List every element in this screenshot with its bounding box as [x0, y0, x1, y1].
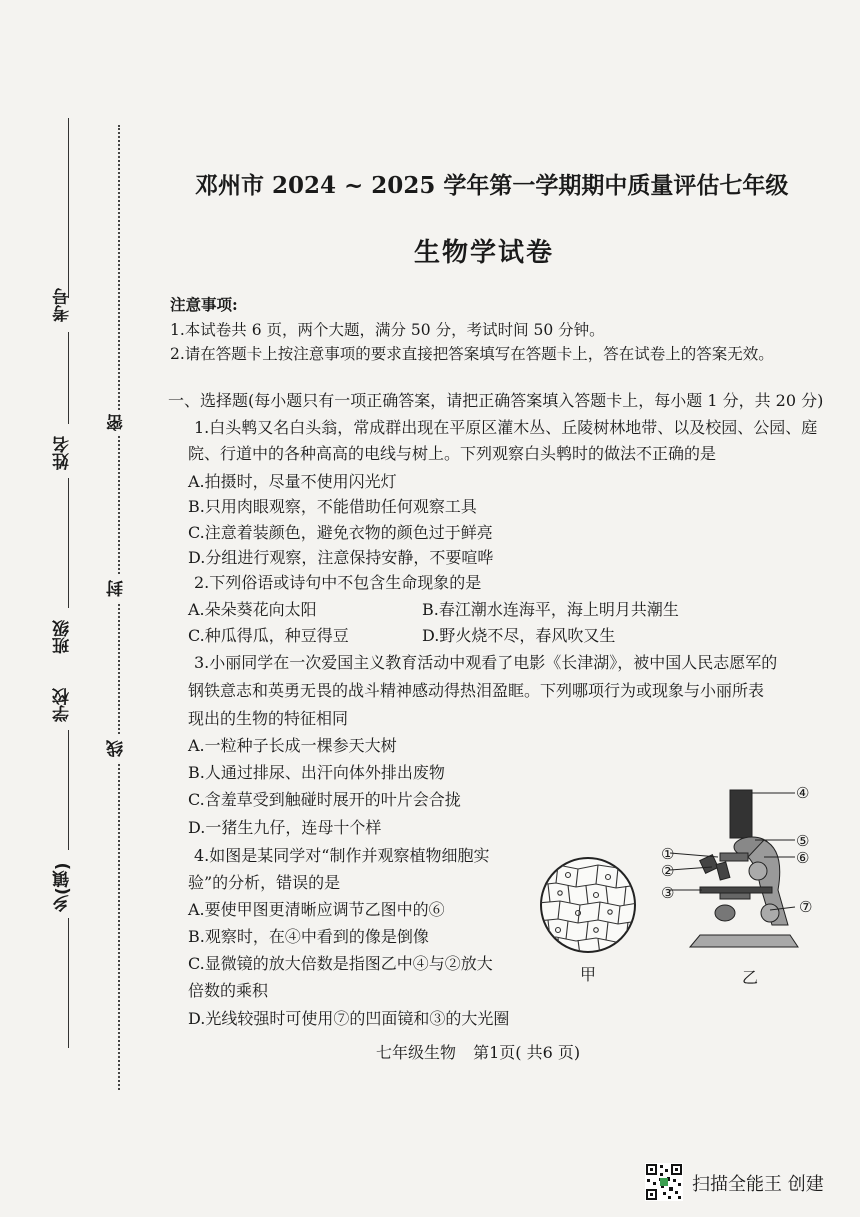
- seal-feng: 封: [104, 576, 130, 602]
- question-option: A.一粒种子长成一棵参天大树: [188, 736, 397, 755]
- seal-mi: 密: [104, 410, 130, 436]
- question-option: D.野火烧不尽，春风吹又生: [422, 626, 616, 645]
- marker-label: ④: [796, 784, 810, 802]
- question-stem: 4.如图是某同学对“制作并观察植物细胞实: [194, 846, 490, 865]
- name-label: 姓名: [53, 436, 73, 470]
- question-stem: 钢铁意志和英勇无畏的战斗精神感动得热泪盈眶。下列哪项行为或现象与小丽所表: [188, 681, 765, 700]
- question-option: 倍数的乘积: [188, 981, 269, 1000]
- binding-line: [68, 918, 69, 1048]
- question-option: D.分组进行观察，注意保持安静，不要喧哗: [188, 548, 494, 567]
- section-heading: 一、选择题(每小题只有一项正确答案，请把正确答案填入答题卡上，每小题 1 分，共 20 分): [168, 391, 824, 410]
- binding-line: [68, 118, 69, 298]
- question-option: B.观察时，在④中看到的像是倒像: [188, 927, 429, 946]
- question-stem: 1.白头鹎又名白头翁，常成群出现在平原区灌木丛、丘陵树林地带、以及校园、公园、庭: [194, 418, 818, 437]
- binding-line: [68, 730, 69, 850]
- question-stem: 现出的生物的特征相同: [188, 709, 349, 728]
- seal-dotted-line: [118, 125, 120, 1090]
- note-item: 1.本试卷共 6 页，两个大题，满分 50 分，考试时间 50 分钟。: [170, 321, 605, 339]
- note-item: 2.请在答题卡上按注意事项的要求直接把答案填写在答题卡上，答在试卷上的答案无效。: [170, 345, 774, 363]
- school-class-label: 学校 班级: [53, 620, 73, 722]
- binding-line: [68, 332, 69, 424]
- question-option: B.春江潮水连海平，海上明月共潮生: [422, 600, 679, 619]
- marker-label: ⑤: [796, 832, 810, 850]
- question-option: D.一猪生九仔，连母十个样: [188, 818, 382, 837]
- question-option: B.人通过排尿、出汗向体外排出废物: [188, 763, 445, 782]
- notes-heading: 注意事项:: [170, 295, 238, 314]
- footer-page: 第1页( 共6 页): [473, 1043, 581, 1062]
- figure-jia-label: 甲: [580, 965, 597, 984]
- township-label: 乡(镇): [53, 862, 73, 912]
- question-option: C.显微镜的放大倍数是指图乙中④与②放大: [188, 954, 493, 973]
- figure-yi-label: 乙: [742, 968, 759, 987]
- question-option: C.含羞草受到触碰时展开的叶片会合拢: [188, 790, 461, 809]
- figure-yi-microscope: [660, 785, 820, 950]
- question-option: C.种瓜得瓜，种豆得豆: [188, 626, 349, 645]
- question-option: C.注意着装颜色，避免衣物的颜色过于鲜亮: [188, 523, 493, 542]
- exam-subtitle: 生物学试卷: [414, 238, 555, 268]
- question-option: A.拍摄时，尽量不使用闪光灯: [188, 472, 397, 491]
- marker-label: ③: [661, 884, 675, 902]
- exam-title: 邓州市 2024 ~ 2025 学年第一学期期中质量评估七年级: [195, 172, 789, 199]
- question-stem: 院、行道中的各种高高的电线与树上。下列观察白头鹎时的做法不正确的是: [188, 444, 717, 463]
- question-option: A.要使甲图更清晰应调节乙图中的⑥: [188, 900, 445, 919]
- footer-subject: 七年级生物: [376, 1043, 457, 1062]
- question-stem: 3.小丽同学在一次爱国主义教育活动中观看了电影《长津湖》，被中国人民志愿军的: [194, 653, 778, 672]
- page-footer: [376, 1040, 592, 1063]
- question-stem: 2.下列俗语或诗句中不包含生命现象的是: [194, 573, 482, 592]
- seal-xian: 线: [104, 736, 130, 762]
- marker-label: ⑦: [799, 898, 813, 916]
- figure-jia-cells: [538, 855, 638, 955]
- question-stem: 验”的分析，错误的是: [188, 873, 341, 892]
- exam-no-label: 考号: [53, 288, 73, 322]
- marker-label: ⑥: [796, 849, 810, 867]
- qr-code-icon: [645, 1163, 683, 1201]
- marker-label: ②: [661, 862, 675, 880]
- marker-label: ①: [661, 845, 675, 863]
- question-option: D.光线较强时可使用⑦的凹面镜和③的大光圈: [188, 1009, 510, 1028]
- question-option: A.朵朵葵花向太阳: [188, 600, 317, 619]
- binding-line: [68, 478, 69, 608]
- question-option: B.只用肉眼观察，不能借助任何观察工具: [188, 497, 477, 516]
- scanner-watermark: 扫描全能王 创建: [692, 1174, 824, 1195]
